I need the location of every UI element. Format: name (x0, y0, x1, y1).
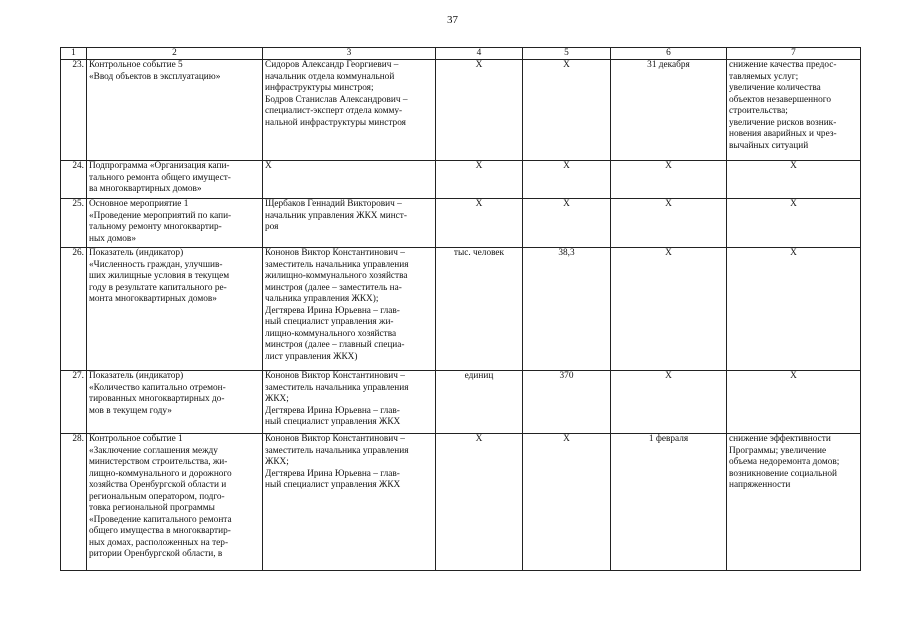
column-header: 3 (263, 48, 436, 60)
event-name-cell: Основное мероприятие 1 «Проведение мероприятий по капи- тальному ремонту многоквартир- ных домов» (87, 199, 263, 248)
table-row (61, 248, 861, 371)
row-number: 27. (61, 371, 87, 434)
risks-cell: Х (727, 161, 861, 199)
column-header: 2 (87, 48, 263, 60)
date-cell: 31 декабря (611, 60, 727, 161)
date-cell: Х (611, 248, 727, 371)
row-number: 25. (61, 199, 87, 248)
date-cell: Х (611, 161, 727, 199)
value-cell: Х (523, 60, 611, 161)
responsible-cell: Кононов Виктор Константинович – заместитель начальника управления жилищно-коммунального хозяйства минстроя (далее – заместитель на- чальника управления ЖКХ); Дегтярева Ирина Юрьевна – глав- ный специалист управления жи- лищно-коммунального хозяйства минстроя (далее – главный специа- лист управления ЖКХ) (263, 248, 436, 371)
value-cell: 370 (523, 371, 611, 434)
risks-cell: снижение эффективности Программы; увеличение объема недоремонта домов; возникновение социальной напряженности (727, 434, 861, 571)
table-row (61, 434, 861, 571)
column-header: 5 (523, 48, 611, 60)
value-cell: Х (523, 161, 611, 199)
date-cell: Х (611, 199, 727, 248)
unit-cell: Х (436, 199, 523, 248)
event-name-cell: Контрольное событие 5 «Ввод объектов в эксплуатацию» (87, 60, 263, 161)
column-header: 1 (61, 48, 87, 60)
responsible-cell: Кононов Виктор Константинович – заместитель начальника управления ЖКХ; Дегтярева Ирина Юрьевна – глав- ный специалист управления ЖКХ (263, 371, 436, 434)
table-row (61, 371, 861, 434)
row-number: 23. (61, 60, 87, 161)
responsible-cell: Щербаков Геннадий Викторович – начальник управления ЖКХ минст- роя (263, 199, 436, 248)
event-name-cell: Контрольное событие 1 «Заключение соглашения между министерством строительства, жи- лищно-коммунального и дорожного хозяйства Оренбургской области и региональным оператором, подго- товка региональной программы «Проведение капитального ремонта общего имущества в многоквартир- ных домах, расположенных на тер- ритории Оренбургской области, в (87, 434, 263, 571)
unit-cell: Х (436, 161, 523, 199)
event-name-cell: Подпрограмма «Организация капи- тального ремонта общего имущест- ва многоквартирных домов» (87, 161, 263, 199)
risks-cell: Х (727, 248, 861, 371)
table-row (61, 199, 861, 248)
column-header: 6 (611, 48, 727, 60)
responsible-cell: Х (263, 161, 436, 199)
row-number: 26. (61, 248, 87, 371)
unit-cell: Х (436, 60, 523, 161)
row-number: 24. (61, 161, 87, 199)
event-name-cell: Показатель (индикатор) «Численность граждан, улучшив- ших жилищные условия в текущем году в результате капитального ре- монта многоквартирных домов» (87, 248, 263, 371)
table-row (61, 161, 861, 199)
table-row (61, 60, 861, 161)
date-cell: Х (611, 371, 727, 434)
plan-table (60, 47, 861, 571)
event-name-cell: Показатель (индикатор) «Количество капитально отремон- тированных многоквартирных до- мов в текущем году» (87, 371, 263, 434)
unit-cell: тыс. человек (436, 248, 523, 371)
value-cell: 38,3 (523, 248, 611, 371)
column-header: 7 (727, 48, 861, 60)
value-cell: Х (523, 434, 611, 571)
page-number: 37 (447, 14, 458, 26)
header-row (61, 48, 861, 60)
risks-cell: Х (727, 199, 861, 248)
unit-cell: Х (436, 434, 523, 571)
date-cell: 1 февраля (611, 434, 727, 571)
risks-cell: Х (727, 371, 861, 434)
risks-cell: снижение качества предос- тавляемых услуг; увеличение количества объектов незавершенного строительства; увеличение рисков возник- новения аварийных и чрез- вычайных ситуаций (727, 60, 861, 161)
unit-cell: единиц (436, 371, 523, 434)
value-cell: Х (523, 199, 611, 248)
responsible-cell: Сидоров Александр Георгиевич – начальник отдела коммунальной инфраструктуры минстроя; Бодров Станислав Александрович – специалист-эксперт отдела комму- нальной инфраструктуры минстроя (263, 60, 436, 161)
row-number: 28. (61, 434, 87, 571)
responsible-cell: Кононов Виктор Константинович – заместитель начальника управления ЖКХ; Дегтярева Ирина Юрьевна – глав- ный специалист управления ЖКХ (263, 434, 436, 571)
column-header: 4 (436, 48, 523, 60)
